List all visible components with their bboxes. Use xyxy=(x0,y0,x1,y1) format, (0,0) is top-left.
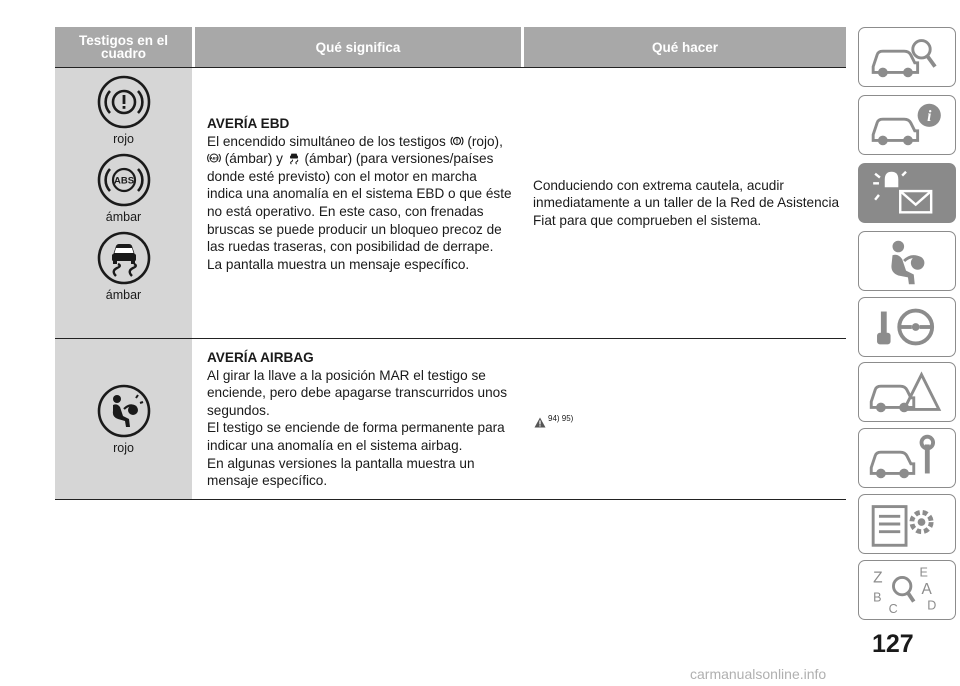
table-row-ebd xyxy=(55,68,846,338)
meaning-text: El encendido simultáneo de los testigos xyxy=(207,133,446,149)
fault-title: AVERÍA EBD xyxy=(207,116,290,131)
airbag-icon xyxy=(96,383,152,439)
meaning-text: (rojo), xyxy=(467,133,503,149)
warning-lights-table xyxy=(55,27,846,500)
table-row-airbag xyxy=(55,339,846,499)
svg-text:Z: Z xyxy=(873,569,883,587)
svg-text:B: B xyxy=(873,590,882,605)
icon-color-label: ámbar xyxy=(105,210,142,224)
action-text: Conduciendo con extrema cautela, acudir inmediatamente a un taller de la Red de Asistencia Fiat para que comprueben el sistema. xyxy=(533,177,840,228)
action-cell xyxy=(521,68,846,338)
brake-warning-icon xyxy=(450,134,464,148)
chapter-tab-technical-data[interactable] xyxy=(858,494,956,554)
car-warning-triangle-icon xyxy=(859,363,955,421)
meaning-text: En algunas versiones la pantalla muestra un mensaje específico. xyxy=(207,455,475,489)
abs-icon xyxy=(207,151,221,165)
row-rule xyxy=(55,499,846,500)
icon-color-label: rojo xyxy=(113,441,134,455)
header-action: Qué hacer xyxy=(524,27,846,67)
page-number: 127 xyxy=(872,630,914,658)
svg-text:A: A xyxy=(921,580,932,598)
meaning-text: Al girar la llave a la posición MAR el testigo se enciende, pero debe apagarse transcurridos unos segundos. xyxy=(207,367,508,418)
chapter-tab-car-search[interactable] xyxy=(858,27,956,87)
meaning-text-display: La pantalla muestra un mensaje específico. xyxy=(207,256,470,272)
warning-triangle-icon xyxy=(534,417,546,428)
chapter-tab-index[interactable] xyxy=(858,560,956,620)
skid-car-icon xyxy=(287,151,301,165)
table-header xyxy=(55,27,846,67)
skid-car-icon xyxy=(96,230,152,286)
svg-text:i: i xyxy=(927,108,932,126)
meaning-text: (ámbar) (para versiones/países donde esté previsto) con el motor en marcha indica una anomalía en el sistema EBD o que éste no está operativo. En este caso, con frenadas bruscas se puede producir un bloqueo precoz de las ruedas traseras, con posibilidad de derrape. xyxy=(207,151,512,255)
chapter-tab-maintenance[interactable] xyxy=(858,428,956,488)
index-alphabet-icon xyxy=(859,561,955,619)
chapter-tab-starting-driving[interactable] xyxy=(858,297,956,357)
icon-color-label: rojo xyxy=(113,132,134,146)
brake-warning-icon xyxy=(96,74,152,130)
meaning-text: El testigo se enciende de forma permanente para indicar una anomalía en el sistema airbag. xyxy=(207,420,505,453)
fault-title: AVERÍA AIRBAG xyxy=(207,350,314,365)
seat-safety-icon xyxy=(859,232,955,290)
meaning-cell xyxy=(192,339,521,499)
warning-refs xyxy=(534,410,573,428)
header-warning-lights: Testigos en el cuadro xyxy=(55,27,192,67)
chapter-tab-safety[interactable] xyxy=(858,231,956,291)
header-meaning: Qué significa xyxy=(195,27,521,67)
svg-text:ABS: ABS xyxy=(113,175,134,187)
watermark: carmanualsonline.info xyxy=(690,666,827,682)
car-wrench-icon xyxy=(859,429,955,487)
specifications-gear-icon xyxy=(859,495,955,553)
key-steering-wheel-icon xyxy=(859,298,955,356)
car-search-icon xyxy=(859,28,955,86)
abs-icon xyxy=(96,152,152,208)
note-references: 94) 95) xyxy=(548,414,574,424)
warning-light-message-icon xyxy=(859,164,955,222)
warning-lights-cell xyxy=(55,339,192,499)
chapter-tab-emergency[interactable] xyxy=(858,362,956,422)
car-info-icon xyxy=(859,96,955,154)
meaning-cell xyxy=(192,68,521,338)
icon-color-label: ámbar xyxy=(105,288,142,302)
action-cell xyxy=(521,339,846,499)
svg-text:ABS: ABS xyxy=(209,156,219,161)
svg-text:E: E xyxy=(919,565,928,580)
meaning-text: (ámbar) y xyxy=(224,151,283,167)
chapter-tab-warning-lights[interactable] xyxy=(858,163,956,223)
svg-text:C: C xyxy=(888,602,898,617)
svg-text:D: D xyxy=(927,598,937,613)
warning-lights-cell xyxy=(55,68,192,338)
chapter-tab-car-info[interactable] xyxy=(858,95,956,155)
